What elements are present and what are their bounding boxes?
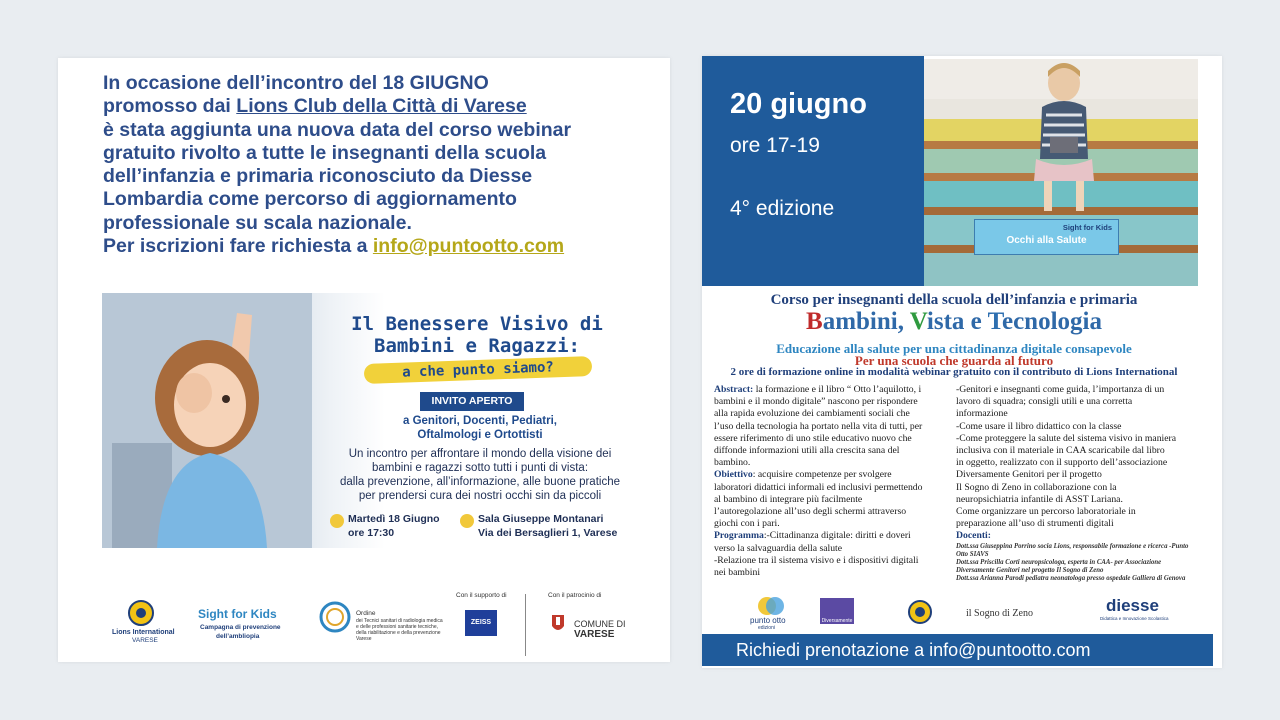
detail-text: essere riferimento di uno stile educativo nuovo che <box>714 432 912 444</box>
detail-text: bambini e il mondo digitale” nascono per rispondere <box>714 396 918 408</box>
sponsor-logos <box>58 588 670 658</box>
detail-line: Diversamente Genitori per il progetto <box>956 469 1102 481</box>
diversamente-logo: Diversamente <box>820 598 854 624</box>
sign-bottom-text: Occhi alla Salute <box>1006 235 1087 246</box>
course-subtitle: Educazione alla salute per una cittadinanza digitale consapevole <box>776 341 1132 356</box>
course-format: 2 ore di formazione online in modalità webinar gratuito con il contributo di Lions International <box>730 366 1178 378</box>
detail-line <box>714 457 954 469</box>
detail-line <box>714 396 954 408</box>
support-label: Con il supporto di <box>456 592 507 599</box>
zeiss-logo: ZEISS <box>465 610 497 636</box>
partner-logos <box>702 596 1222 632</box>
right-card <box>702 56 1222 668</box>
intro-line: Lombardia come percorso di aggiornamento <box>103 188 517 211</box>
detail-line <box>714 482 954 494</box>
banner-title-line: Il Benessere Visivo di <box>351 313 603 335</box>
detail-line: informazione <box>956 408 1008 420</box>
detail-line: neuropsichiatria infantile di ASST Lariana. <box>956 493 1123 505</box>
intro-line: dell’infanzia e primaria riconosciuto da Diesse <box>103 165 533 188</box>
intro-text-fragment: Per iscrizioni fare richiesta a <box>103 235 373 258</box>
docenti-label: Docenti: <box>956 530 991 542</box>
ordine-text: Ordine <box>356 610 376 617</box>
detail-text: la formazione e il libro “ Otto l’aquilotto, i <box>753 384 922 395</box>
course-edition: 4° edizione <box>730 197 835 220</box>
detail-line <box>714 408 954 420</box>
detail-line: -Come proteggere la salute del sistema visivo in maniera <box>956 432 1177 444</box>
sight-for-kids-tagline: Campagna di prevenzione <box>200 624 281 631</box>
docente-line: Otto SIAVS <box>956 550 989 558</box>
detail-line: lavoro di squadra; consigli utili e una corretta <box>956 396 1133 408</box>
intro-line <box>103 95 663 118</box>
ordine-logo-icon <box>318 600 352 634</box>
docente-line: Diversamente Genitori nel progetto Il Sogno di Zeno <box>956 566 1104 574</box>
diesse-sub: Didattica e Innovazione Scolastica <box>1100 616 1169 621</box>
diesse-logo: diesse <box>1106 596 1159 615</box>
sogno-zeno-logo: il Sogno di Zeno <box>966 608 1033 619</box>
event-venue: Sala Giuseppe Montanari <box>478 513 604 525</box>
girl-pointing-illustration <box>102 293 312 548</box>
email-link[interactable]: info@puntootto.com <box>372 235 565 258</box>
detail-line <box>714 421 954 433</box>
detail-line <box>714 555 954 567</box>
detail-line: Come organizzare un percorso laboratoriale in <box>956 506 1136 518</box>
banner-desc-line: dalla prevenzione, all’informazione, alle buone pratiche <box>339 476 620 488</box>
booking-bar: Richiedi prenotazione a info@puntootto.com <box>702 634 1213 666</box>
detail-text: giochi con i pari. <box>714 518 780 530</box>
detail-label: Abstract: <box>714 384 754 395</box>
event-banner <box>102 293 646 548</box>
patron-label: Con il patrocinio di <box>548 592 602 599</box>
project-sign <box>974 219 1119 255</box>
detail-line <box>714 543 954 555</box>
banner-desc-line: bambini e ragazzi sotto tutti i punti di vista: <box>371 462 589 474</box>
detail-text: -Relazione tra il sistema visivo e i dispositivi digitali <box>714 554 919 566</box>
detail-text: l’autoregolazione all’uso degli schermi attraverso <box>714 506 907 518</box>
detail-line: inclusiva con il materiale in CAA scaricabile dal libro <box>956 445 1165 457</box>
comune-text: VARESE <box>574 629 615 640</box>
event-date: Martedì 18 Giugno <box>348 513 440 525</box>
course-name-initial: B <box>806 308 823 335</box>
stairs-photo <box>924 59 1198 286</box>
detail-text: l’uso della tecnologia ha portato nella vita di tutti, per <box>714 420 923 432</box>
detail-line: -Come usare il libro didattico con la classe <box>956 420 1122 432</box>
ordine-text: della riabilitazione e della prevenzione <box>356 630 441 636</box>
detail-line: Il Sogno di Zeno in collaborazione con la <box>956 481 1117 493</box>
detail-line <box>714 445 954 457</box>
child-on-stairs-illustration <box>1024 59 1104 219</box>
banner-title-line: Bambini e Ragazzi: <box>374 335 580 357</box>
course-name-initial: T <box>987 308 1002 335</box>
intro-line: In occasione dell’incontro del 18 GIUGNO <box>103 72 489 94</box>
left-card <box>58 58 670 662</box>
detail-text: :-Cittadinanza digitale: diritti e doveri <box>763 530 911 542</box>
intro-text-fragment: promosso dai <box>103 95 237 118</box>
sight-for-kids-logo: Sight for Kids <box>198 607 277 621</box>
audience-line: Oftalmologi e Ortottisti <box>417 429 543 441</box>
lions-club-link[interactable]: Lions Club della Città di Varese <box>236 95 527 118</box>
detail-line: in oggetto, realizzato con il supporto dell’associazione <box>956 457 1168 469</box>
sight-for-kids-tagline: dell’ambliopia <box>216 633 260 640</box>
course-date: 20 giugno <box>730 88 867 120</box>
punto-otto-name: punto otto <box>750 616 786 625</box>
detail-line <box>714 506 954 518</box>
detail-line <box>714 518 954 530</box>
docente-line: Dott.ssa Giuseppina Porrino socia Lions, responsabile formazione e ricerca -Punto <box>956 542 1189 550</box>
date-panel <box>702 56 924 286</box>
audience-line: a Genitori, Docenti, Pediatri, <box>402 415 557 427</box>
banner-subtitle <box>364 356 593 384</box>
course-details-right <box>956 384 1218 583</box>
course-name <box>702 308 1206 336</box>
course-name-word: ista e <box>926 308 988 335</box>
lions-logo-icon <box>128 600 154 626</box>
detail-line <box>714 433 954 445</box>
intro-line: gratuito rivolto a tutte le insegnanti della scuola <box>103 141 547 164</box>
intro-line: è stata aggiunta una nuova data del corso webinar <box>103 118 572 141</box>
event-address: Via dei Bersaglieri 1, Varese <box>478 527 618 539</box>
course-details-left <box>714 384 954 579</box>
ordine-text: Varese <box>356 636 372 642</box>
banner-title <box>342 313 612 357</box>
detail-line <box>714 567 954 579</box>
invito-badge: INVITO APERTO <box>420 392 524 411</box>
course-name-word: ecnologia <box>1001 308 1102 335</box>
detail-line <box>714 384 954 396</box>
detail-text: diffonde informazioni utili alla crescita sana del <box>714 445 900 457</box>
punto-otto-logo-icon <box>756 596 786 616</box>
course-slogan: Per una scuola che guarda al futuro <box>854 353 1054 368</box>
detail-label: Programma <box>714 530 764 542</box>
detail-text: al bambino di integrare più facilmente <box>714 493 863 505</box>
banner-subtitle-text: a che punto siamo? <box>401 359 555 381</box>
banner-desc-line: Un incontro per affrontare il mondo della visione dei <box>348 448 612 460</box>
sign-top-text: Sight for Kids <box>1062 223 1112 232</box>
banner-desc-line: per prendersi cura dei nostri occhi sin da piccoli <box>358 490 602 502</box>
intro-line: professionale su scala nazionale. <box>103 211 412 234</box>
lions-city: VARESE <box>132 637 158 644</box>
course-title: Corso per insegnanti della scuola dell’infanzia e primaria <box>770 292 1138 308</box>
comune-crest-icon <box>551 612 565 634</box>
detail-line <box>714 494 954 506</box>
ordine-text: e delle professioni sanitarie tecniche, <box>356 624 438 630</box>
course-name-word: ambini, <box>822 308 910 335</box>
detail-text: alla rapida evoluzione dei cambiamenti sociali che <box>714 408 910 420</box>
intro-line <box>103 235 663 258</box>
detail-text: bambino. <box>714 457 751 469</box>
course-name-initial: V <box>909 308 927 335</box>
detail-text: : acquisire competenze per svolgere <box>752 469 892 481</box>
docente-line: Dott.ssa Priscilla Corti neuropsicologa, esperta in CAA- per Associazione <box>956 558 1162 566</box>
detail-text: laboratori didattici informali ed inclusivi permettendo <box>714 481 923 493</box>
punto-otto-sub: edizioni <box>758 625 775 631</box>
lions-name: Lions International <box>112 629 175 636</box>
intro-text <box>103 72 663 258</box>
course-time: ore 17-19 <box>730 134 820 157</box>
detail-line <box>714 530 954 542</box>
event-time: ore 17:30 <box>348 527 395 539</box>
detail-line <box>714 469 954 481</box>
detail-label: Obiettivo <box>714 469 753 481</box>
docente-line: Dott.ssa Arianna Parodi pediatra neonatologa presso ospedale Galliera di Genova <box>956 574 1186 582</box>
comune-text: COMUNE DI <box>574 619 626 629</box>
lions-logo-icon <box>908 600 932 624</box>
divider <box>525 594 526 656</box>
ordine-text: dei Tecnici sanitari di radiologia medica <box>356 618 443 624</box>
location-pin-icon <box>460 514 474 528</box>
detail-line: -Genitori e insegnanti come guida, l’importanza di un <box>956 384 1165 395</box>
detail-line: preparazione all’uso di strumenti digitali <box>956 518 1114 530</box>
detail-text: verso la salvaguardia della salute <box>714 542 843 554</box>
calendar-icon <box>330 514 344 528</box>
detail-text: nei bambini <box>714 567 761 579</box>
